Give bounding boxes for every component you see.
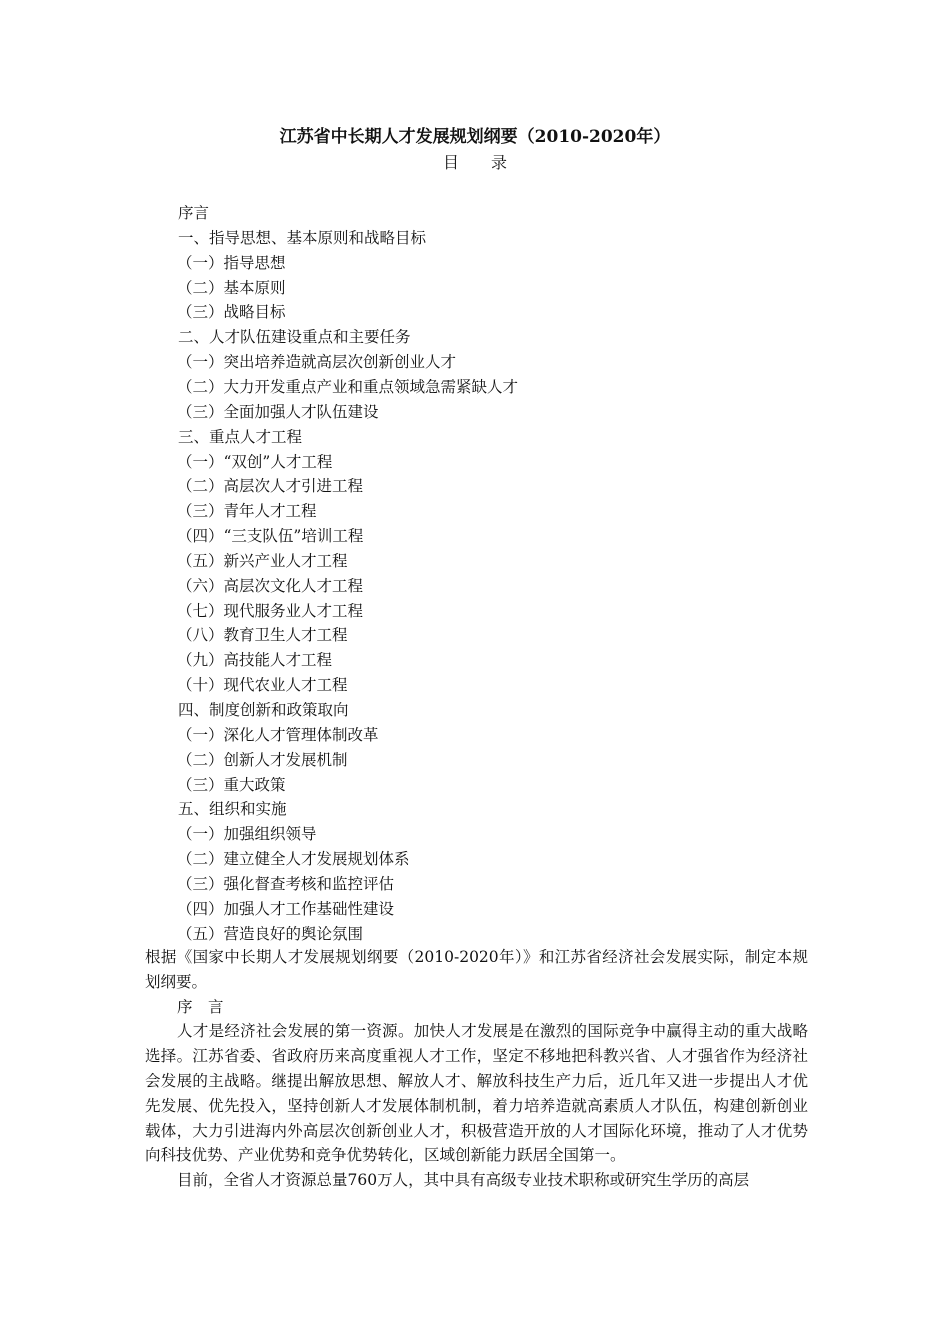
toc-subsection: （四）加强人才工作基础性建设 xyxy=(177,899,395,918)
toc-section: 一、指导思想、基本原则和战略目标 xyxy=(178,228,427,247)
toc-subsection: （三）战略目标 xyxy=(177,303,286,322)
toc-heading: 目 录 xyxy=(442,153,507,172)
document-title: 江苏省中长期人才发展规划纲要（2010-2020年） xyxy=(279,127,671,147)
toc-subsection: （二）创新人才发展机制 xyxy=(177,750,348,769)
toc-subsection: （三）重大政策 xyxy=(177,775,286,794)
toc-subsection: （五）新兴产业人才工程 xyxy=(177,551,348,570)
toc-subsection: （一）指导思想 xyxy=(177,253,286,272)
toc-subsection: （一）“双创”人才工程 xyxy=(177,452,333,471)
toc-subsection: （八）教育卫生人才工程 xyxy=(177,626,348,645)
preface-paragraph-1: 人才是经济社会发展的第一资源。加快人才发展是在激烈的国际竞争中赢得主动的重大战略选择。江苏省委、省政府历来高度重视人才工作，坚定不移地把科教兴省、人才强省作为经济社会发展的主战略。继提出解放思想、解放人才、解放科技生产力后，近几年又进一步提出人才优先发展、优先投入，坚持创新人才发展体制机制，着力培养造就高素质人才队伍，构建创新创业载体，大力引进海内外高层次创新创业人才，积极营造开放的人才国际化环境，推动了人才优势向科技优势、产业优势和竞争优势转化，区域创新能力跃居全国第一。 xyxy=(145,1022,808,1165)
toc-subsection: （三）全面加强人才队伍建设 xyxy=(177,402,379,421)
toc-subsection: （三）青年人才工程 xyxy=(177,502,317,521)
intro-paragraph: 根据《国家中长期人才发展规划纲要（2010-2020年）》和江苏省经济社会发展实际，制定本规划纲要。 xyxy=(145,948,808,991)
toc-subsection: （十）现代农业人才工程 xyxy=(177,676,348,695)
toc-subsection: （二）建立健全人才发展规划体系 xyxy=(177,850,410,869)
toc-section: 五、组织和实施 xyxy=(178,800,287,819)
preface-paragraph-2: 目前，全省人才资源总量760万人，其中具有高级专业技术职称或研究生学历的高层 xyxy=(177,1171,750,1190)
toc-subsection: （一）加强组织领导 xyxy=(177,825,317,844)
toc-subsection: （二）基本原则 xyxy=(177,278,286,297)
toc-section: 二、人才队伍建设重点和主要任务 xyxy=(178,328,411,347)
toc-section: 三、重点人才工程 xyxy=(178,427,303,446)
toc-subsection: （九）高技能人才工程 xyxy=(177,651,333,670)
toc-subsection: （三）强化督查考核和监控评估 xyxy=(177,874,395,893)
toc-subsection: （一）深化人才管理体制改革 xyxy=(177,725,379,744)
toc-subsection: （二）大力开发重点产业和重点领域急需紧缺人才 xyxy=(177,377,519,396)
toc-subsection: （六）高层次文化人才工程 xyxy=(177,576,364,595)
preface-heading: 序 言 xyxy=(177,997,224,1016)
toc-subsection: （五）营造良好的舆论氛围 xyxy=(177,924,364,943)
toc-subsection: （七）现代服务业人才工程 xyxy=(177,601,364,620)
toc-subsection: （二）高层次人才引进工程 xyxy=(177,477,364,496)
toc-section: 四、制度创新和政策取向 xyxy=(178,701,349,719)
toc-subsection: （一）突出培养造就高层次创新创业人才 xyxy=(177,353,457,372)
toc-subsection: （四）“三支队伍”培训工程 xyxy=(177,527,364,546)
document-body xyxy=(145,945,808,1193)
toc-section: 序言 xyxy=(178,204,210,222)
